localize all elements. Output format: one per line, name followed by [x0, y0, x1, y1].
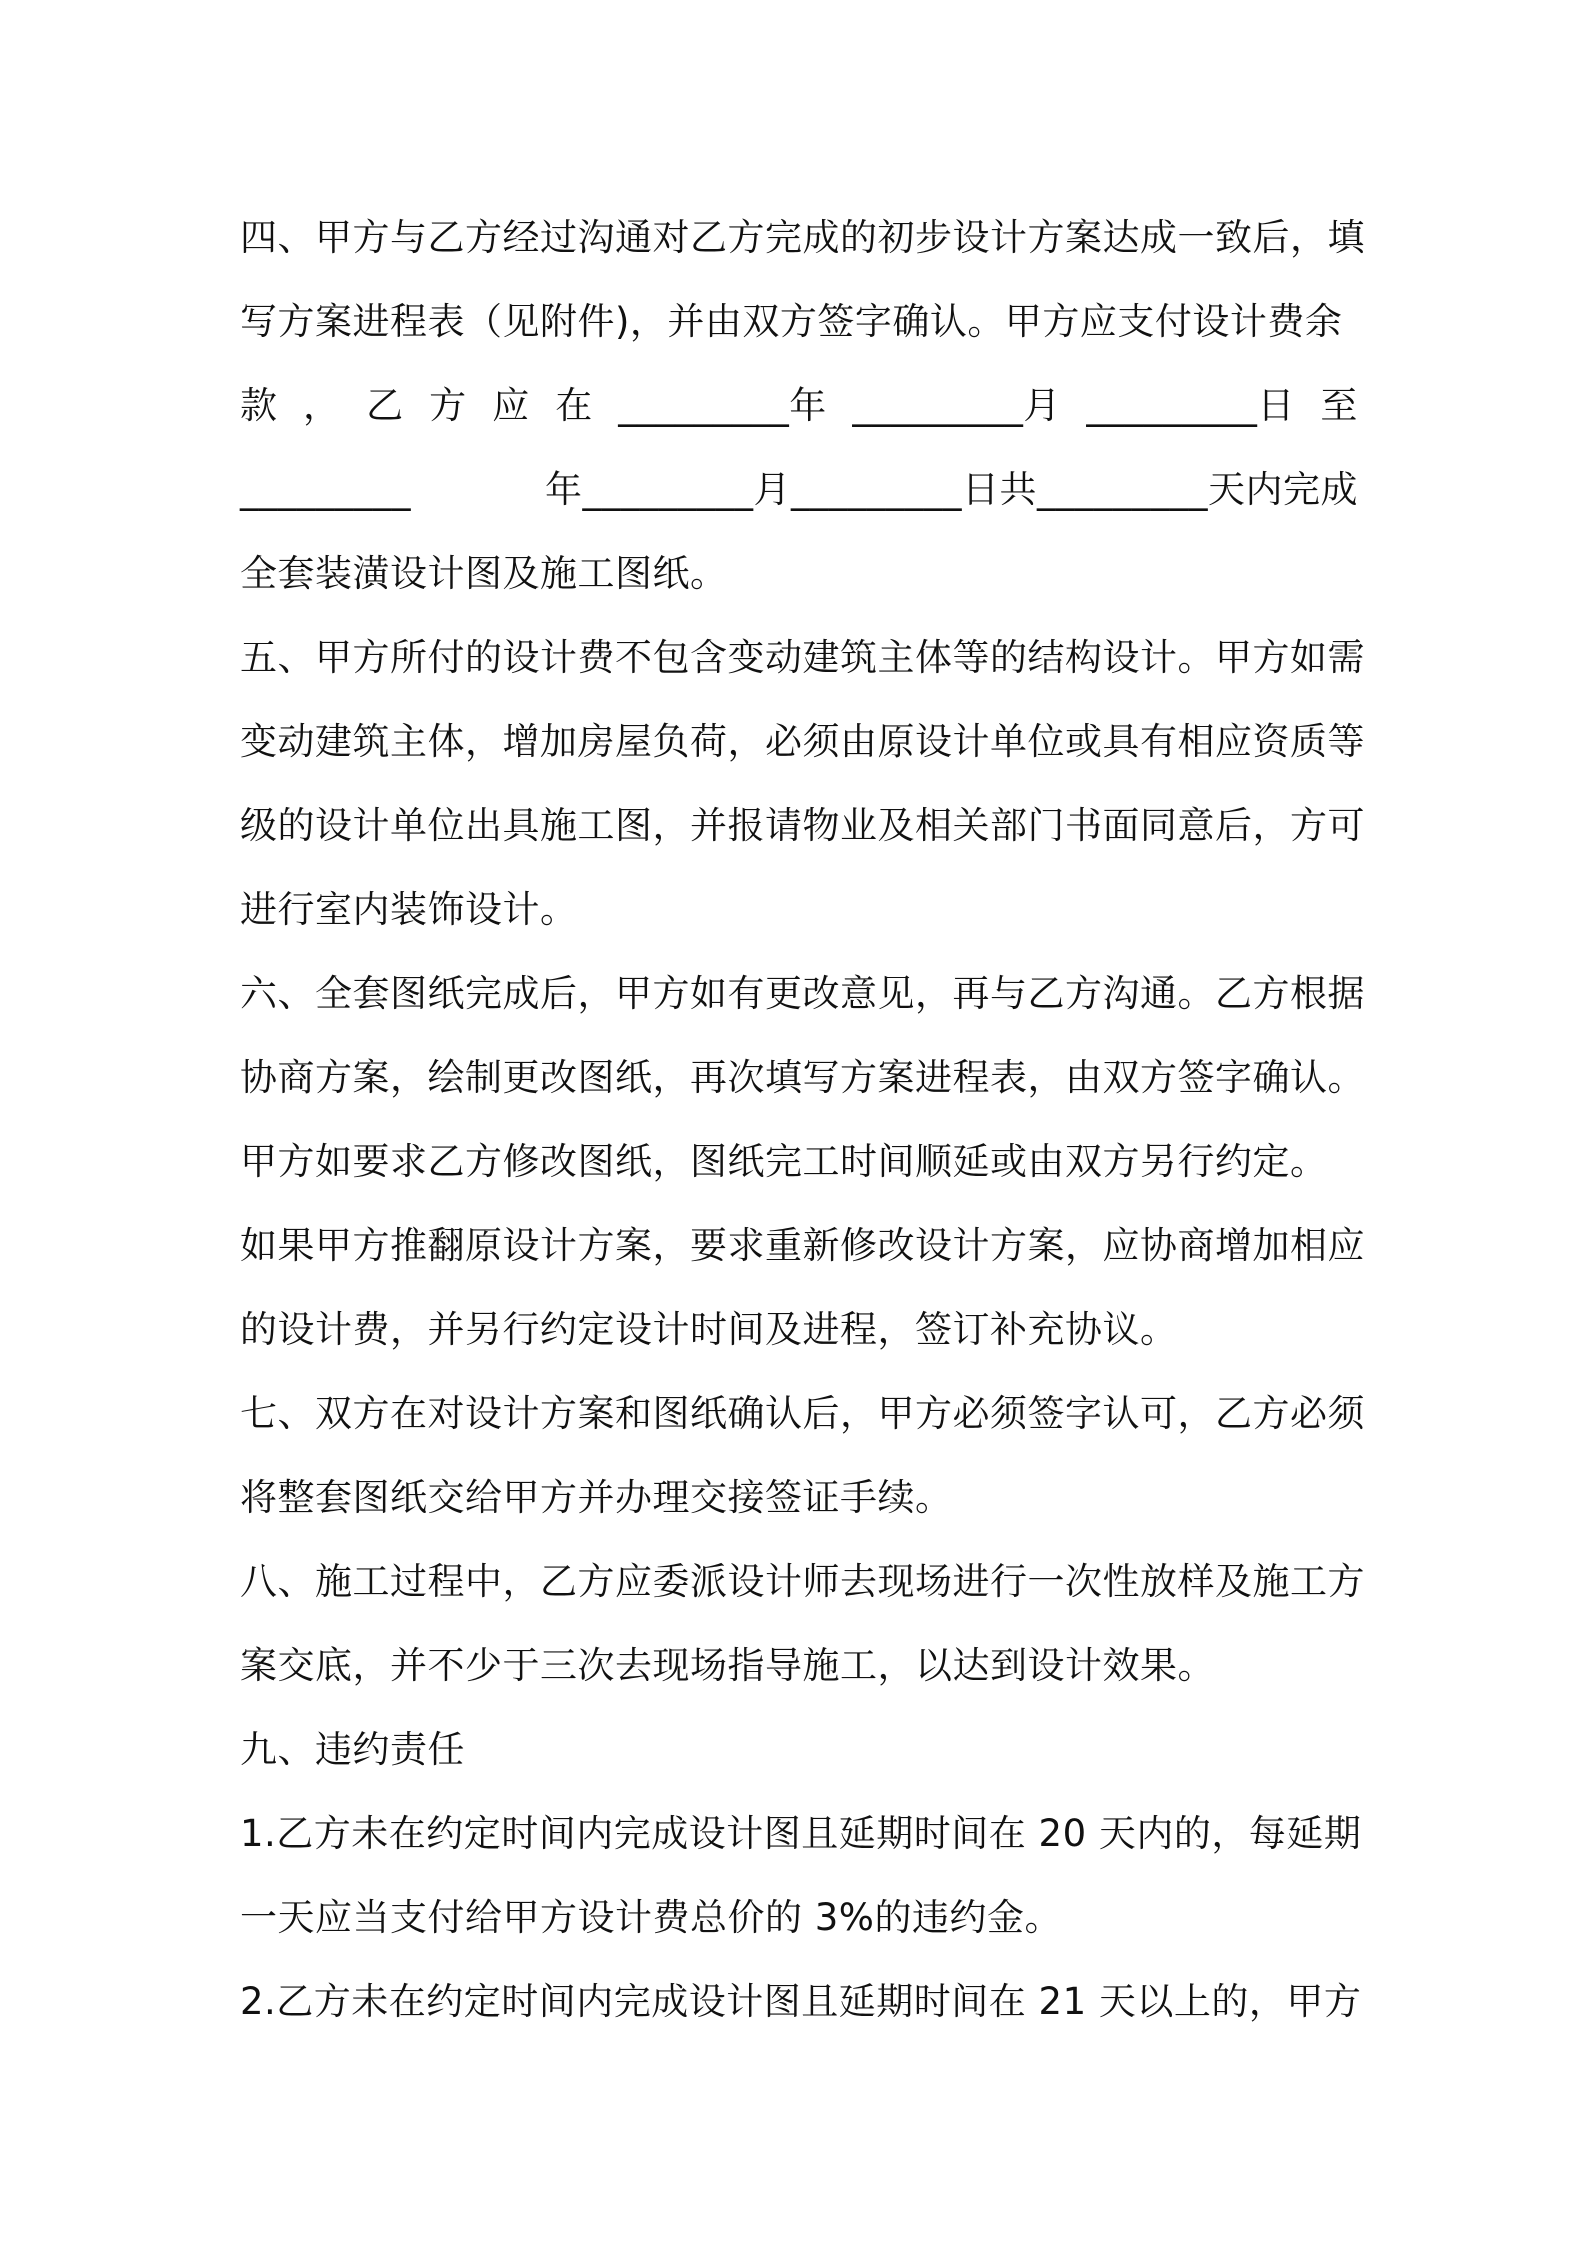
text-line: 七、双方在对设计方案和图纸确认后，甲方必须签字认可，乙方必须: [240, 1392, 1365, 1435]
text-line: 全套装潢设计图及施工图纸。: [240, 552, 728, 595]
text-line: 1.乙方未在约定时间内完成设计图且延期时间在 20 天内的，每延期: [240, 1812, 1362, 1855]
text-line-date-blanks: [240, 448, 1358, 532]
contract-body: [240, 196, 1365, 2044]
section-heading: 九、违约责任: [240, 1728, 465, 1771]
text-line: 协商方案，绘制更改图纸，再次填写方案进程表，由双方签字确认。: [240, 1056, 1365, 1099]
text-line: 进行室内装饰设计。: [240, 888, 578, 931]
text-line-date-blanks: [240, 364, 1358, 448]
blank-year: _________年: [618, 384, 827, 427]
text-line: 一天应当支付给甲方设计费总价的 3%的违约金。: [240, 1896, 1062, 1939]
text-fragment: 应: [492, 384, 530, 427]
text-fragment: 款: [240, 384, 278, 427]
text-line: 八、施工过程中，乙方应委派设计师去现场进行一次性放样及施工方: [240, 1560, 1365, 1603]
text-line: 变动建筑主体，增加房屋负荷，必须由原设计单位或具有相应资质等: [240, 720, 1365, 763]
text-line: 级的设计单位出具施工图，并报请物业及相关部门书面同意后，方可: [240, 804, 1365, 847]
text-line: 2.乙方未在约定时间内完成设计图且延期时间在 21 天以上的，甲方: [240, 1980, 1362, 2023]
text-fragment: 年_________月_________日共_________天内完成: [545, 468, 1358, 511]
text-fragment: 乙: [366, 384, 404, 427]
text-fragment: 至: [1320, 384, 1358, 427]
text-line: 五、甲方所付的设计费不包含变动建筑主体等的结构设计。甲方如需: [240, 636, 1365, 679]
text-fragment: 方: [429, 384, 467, 427]
blank-day: _________日: [1086, 384, 1295, 427]
text-line: 四、甲方与乙方经过沟通对乙方完成的初步设计方案达成一致后，填: [240, 216, 1365, 259]
text-line: 案交底，并不少于三次去现场指导施工，以达到设计效果。: [240, 1644, 1215, 1687]
text-line: 写方案进程表（见附件)，并由双方签字确认。甲方应支付设计费余: [240, 300, 1343, 343]
text-line: 如果甲方推翻原设计方案，要求重新修改设计方案，应协商增加相应: [240, 1224, 1365, 1267]
blank-month: _________月: [852, 384, 1061, 427]
text-line: 六、全套图纸完成后，甲方如有更改意见，再与乙方沟通。乙方根据: [240, 972, 1365, 1015]
blank-field: _________: [240, 468, 411, 511]
text-line: 将整套图纸交给甲方并办理交接签证手续。: [240, 1476, 953, 1519]
text-line: 的设计费，并另行约定设计时间及进程，签订补充协议。: [240, 1308, 1178, 1351]
text-line: 甲方如要求乙方修改图纸，图纸完工时间顺延或由双方另行约定。: [240, 1140, 1328, 1183]
text-fragment: ，: [303, 384, 341, 427]
text-fragment: 在: [555, 384, 593, 427]
